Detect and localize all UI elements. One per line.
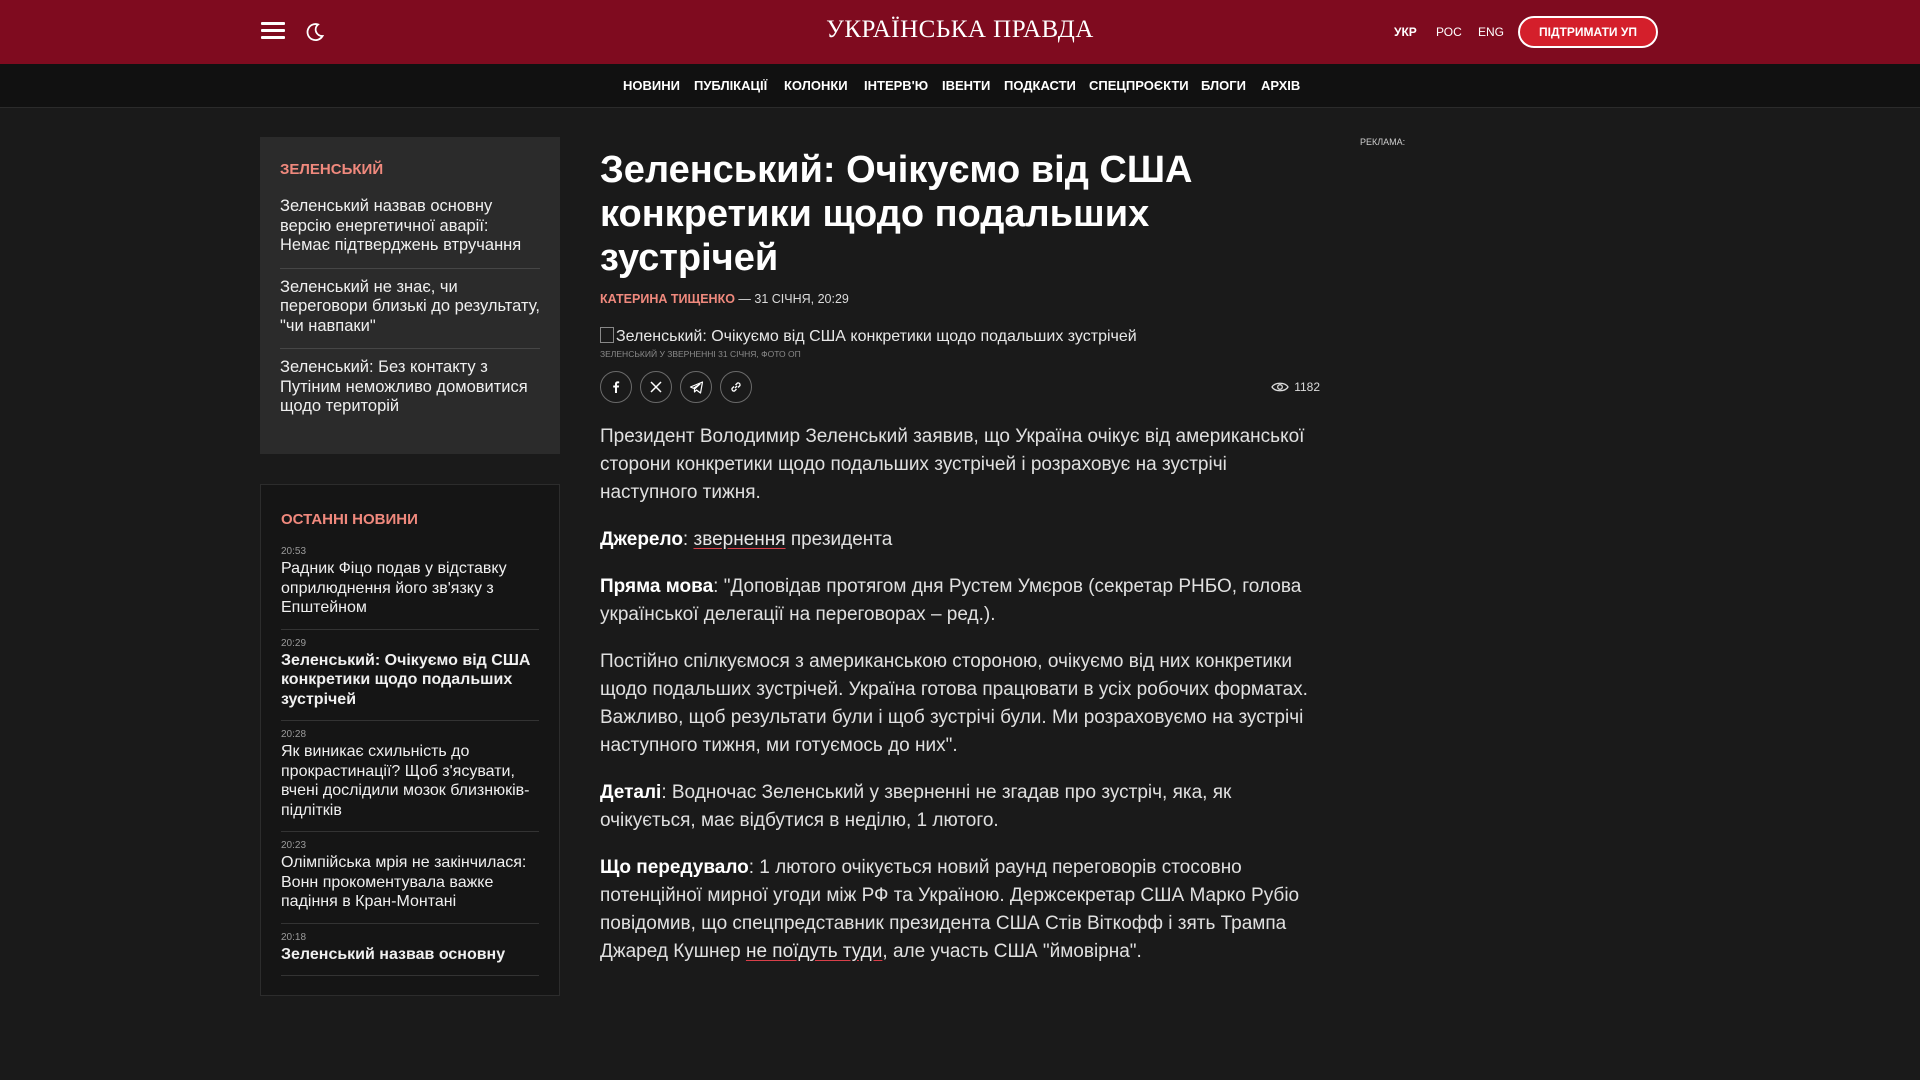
support-button[interactable]: ПІДТРИМАТИ УП xyxy=(1518,16,1658,48)
broken-image-icon xyxy=(600,327,614,343)
list-item[interactable] xyxy=(281,630,539,722)
lang-eng[interactable]: ENG xyxy=(1478,25,1505,39)
paragraph xyxy=(600,573,1320,629)
hamburger-icon[interactable] xyxy=(261,22,285,40)
nav-item-columns[interactable]: КОЛОНКИ xyxy=(784,78,848,93)
news-time: 20:18 xyxy=(281,931,307,943)
list-item[interactable] xyxy=(281,832,539,924)
nav-item-specprojects[interactable]: СПЕЦПРОЄКТИ xyxy=(1089,78,1189,93)
share-bar xyxy=(600,371,1320,405)
paragraph: Президент Володимир Зеленський заявив, що Україна очікує від американської сторони конкретики щодо подальших зустрічей і розраховує на зустрічі наступного тижня. xyxy=(600,426,1305,503)
site-logo[interactable]: УКРАЇНСЬКА ПРАВДА xyxy=(826,16,1094,43)
news-title[interactable]: Зеленський назвав основну xyxy=(281,945,506,963)
paragraph xyxy=(600,854,1320,966)
related-title[interactable]: ЗЕЛЕНСЬКИЙ xyxy=(280,161,384,178)
top-header xyxy=(0,0,1920,64)
content-clip xyxy=(580,985,1360,1005)
related-block xyxy=(260,137,560,454)
news-title[interactable]: Олімпійська мрія не закінчилася: Вонн прокоментувала важке падіння в Кран-Монтані xyxy=(281,854,527,910)
nav-item-publications[interactable]: ПУБЛІКАЦІЇ xyxy=(694,78,768,93)
image-alt-text: Зеленський: Очікуємо від США конкретики щодо подальших зустрічей xyxy=(616,328,1137,345)
nav-item-news[interactable]: НОВИНИ xyxy=(623,78,680,93)
related-item[interactable]: Зеленський: Без контакту з Путіним неможливо домовитися щодо територій xyxy=(280,358,528,415)
nav-item-podcasts[interactable]: ПОДКАСТИ xyxy=(1004,78,1076,93)
news-time: 20:53 xyxy=(281,546,307,557)
copy-link-button[interactable] xyxy=(720,371,752,403)
author-link[interactable]: КАТЕРИНА ТИЩЕНКО xyxy=(600,292,735,306)
paragraph-text: , але участь США "ймовірна". xyxy=(882,941,1142,962)
lang-ros[interactable]: РОС xyxy=(1436,25,1462,39)
list-item[interactable] xyxy=(281,721,539,832)
article-body xyxy=(600,423,1320,966)
ad-label: РЕКЛАМА: xyxy=(1360,137,1406,147)
x-icon xyxy=(649,380,663,394)
inline-link[interactable]: не поїдуть туди xyxy=(745,941,883,962)
moon-icon[interactable] xyxy=(304,21,326,43)
lang-ukr[interactable]: УКР xyxy=(1394,25,1417,39)
link-icon xyxy=(729,380,743,394)
publish-date: — 31 СІЧНЯ, 20:29 xyxy=(734,292,849,306)
source-link[interactable]: звернення xyxy=(693,529,786,550)
news-time: 20:23 xyxy=(281,840,307,851)
telegram-icon xyxy=(689,380,704,395)
article xyxy=(600,148,1320,985)
related-item[interactable]: Зеленський назвав основну версію енергетичної аварії: Немає підтверджень втручання xyxy=(280,188,540,269)
news-time: 20:28 xyxy=(281,729,307,740)
views-counter xyxy=(1271,380,1320,394)
news-title[interactable]: Як виникає схильність до прокрастинації? Щоб з'ясувати, вчені дослідили мозок близнюків-підлітків xyxy=(281,743,530,819)
facebook-icon xyxy=(609,380,623,394)
article-title: Зеленський: Очікуємо від США конкретики щодо подальших зустрічей xyxy=(600,149,1193,279)
paragraph-text: президента xyxy=(785,529,893,550)
main-nav xyxy=(0,64,1920,108)
paragraph xyxy=(600,779,1320,835)
paragraph-label: Що передувало xyxy=(600,857,749,878)
paragraph: Постійно спілкуємося з американською стороною, очікуємо від них конкретики щодо подальших зустрічей. Україна готова працювати в усіх робочих форматах. Важливо, щоб результати були і щоб зустрічі були. Ми розраховуємо на зустрічі наступного тижня, ми готуємось до них". xyxy=(600,651,1308,756)
paragraph-label: Пряма мова xyxy=(600,576,714,597)
image-caption: ЗЕЛЕНСЬКИЙ У ЗВЕРНЕННІ 31 СІЧНЯ, ФОТО ОП xyxy=(600,349,801,359)
nav-item-interviews[interactable]: ІНТЕРВ'Ю xyxy=(864,78,929,93)
list-item[interactable] xyxy=(281,538,539,630)
nav-item-events[interactable]: ІВЕНТИ xyxy=(942,78,991,93)
facebook-share-button[interactable] xyxy=(600,371,632,403)
paragraph-text: : 1 лютого очікується новий раунд переговорів стосовно потенційної мирної угоди між РФ та Україною. Держсекретар США Марко Рубіо повідомив, що спецпредставник президента США Стів Віткофф і зять Трампа Джаред Кушнер xyxy=(600,857,1300,962)
views-count: 1182 xyxy=(1294,380,1320,394)
related-item[interactable]: Зеленський не знає, чи переговори близькі до результату, "чи навпаки" xyxy=(280,269,540,350)
paragraph: Джерело: звернення президента xyxy=(600,529,893,550)
telegram-share-button[interactable] xyxy=(680,371,712,403)
nav-item-archive[interactable]: АРХІВ xyxy=(1261,78,1301,93)
article-image xyxy=(600,327,1320,346)
byline xyxy=(600,292,1320,306)
paragraph-text: : "Доповідав протягом дня Рустем Умєров (секретар РНБО, голова української делегації на переговорах – ред.). xyxy=(600,576,1302,625)
nav-item-blogs[interactable]: БЛОГИ xyxy=(1201,78,1246,93)
paragraph-text: : Водночас Зеленський у зверненні не згадав про зустріч, яка, як очікується, має відбутися в неділю, 1 лютого. xyxy=(600,782,1232,831)
news-time: 20:29 xyxy=(281,637,307,649)
latest-news-block xyxy=(260,484,560,996)
paragraph-label: Джерело xyxy=(600,529,683,550)
x-share-button[interactable] xyxy=(640,371,672,403)
latest-news-title[interactable]: ОСТАННІ НОВИНИ xyxy=(281,511,418,528)
news-title[interactable]: Радник Фіцо подав у відставку оприлюднення його зв'язку з Епштейном xyxy=(281,560,507,616)
paragraph-label: Деталі xyxy=(600,782,662,803)
eye-icon xyxy=(1271,381,1289,393)
news-title[interactable]: Зеленський: Очікуємо від США конкретики щодо подальших зустрічей xyxy=(281,651,531,708)
list-item[interactable] xyxy=(281,924,539,977)
